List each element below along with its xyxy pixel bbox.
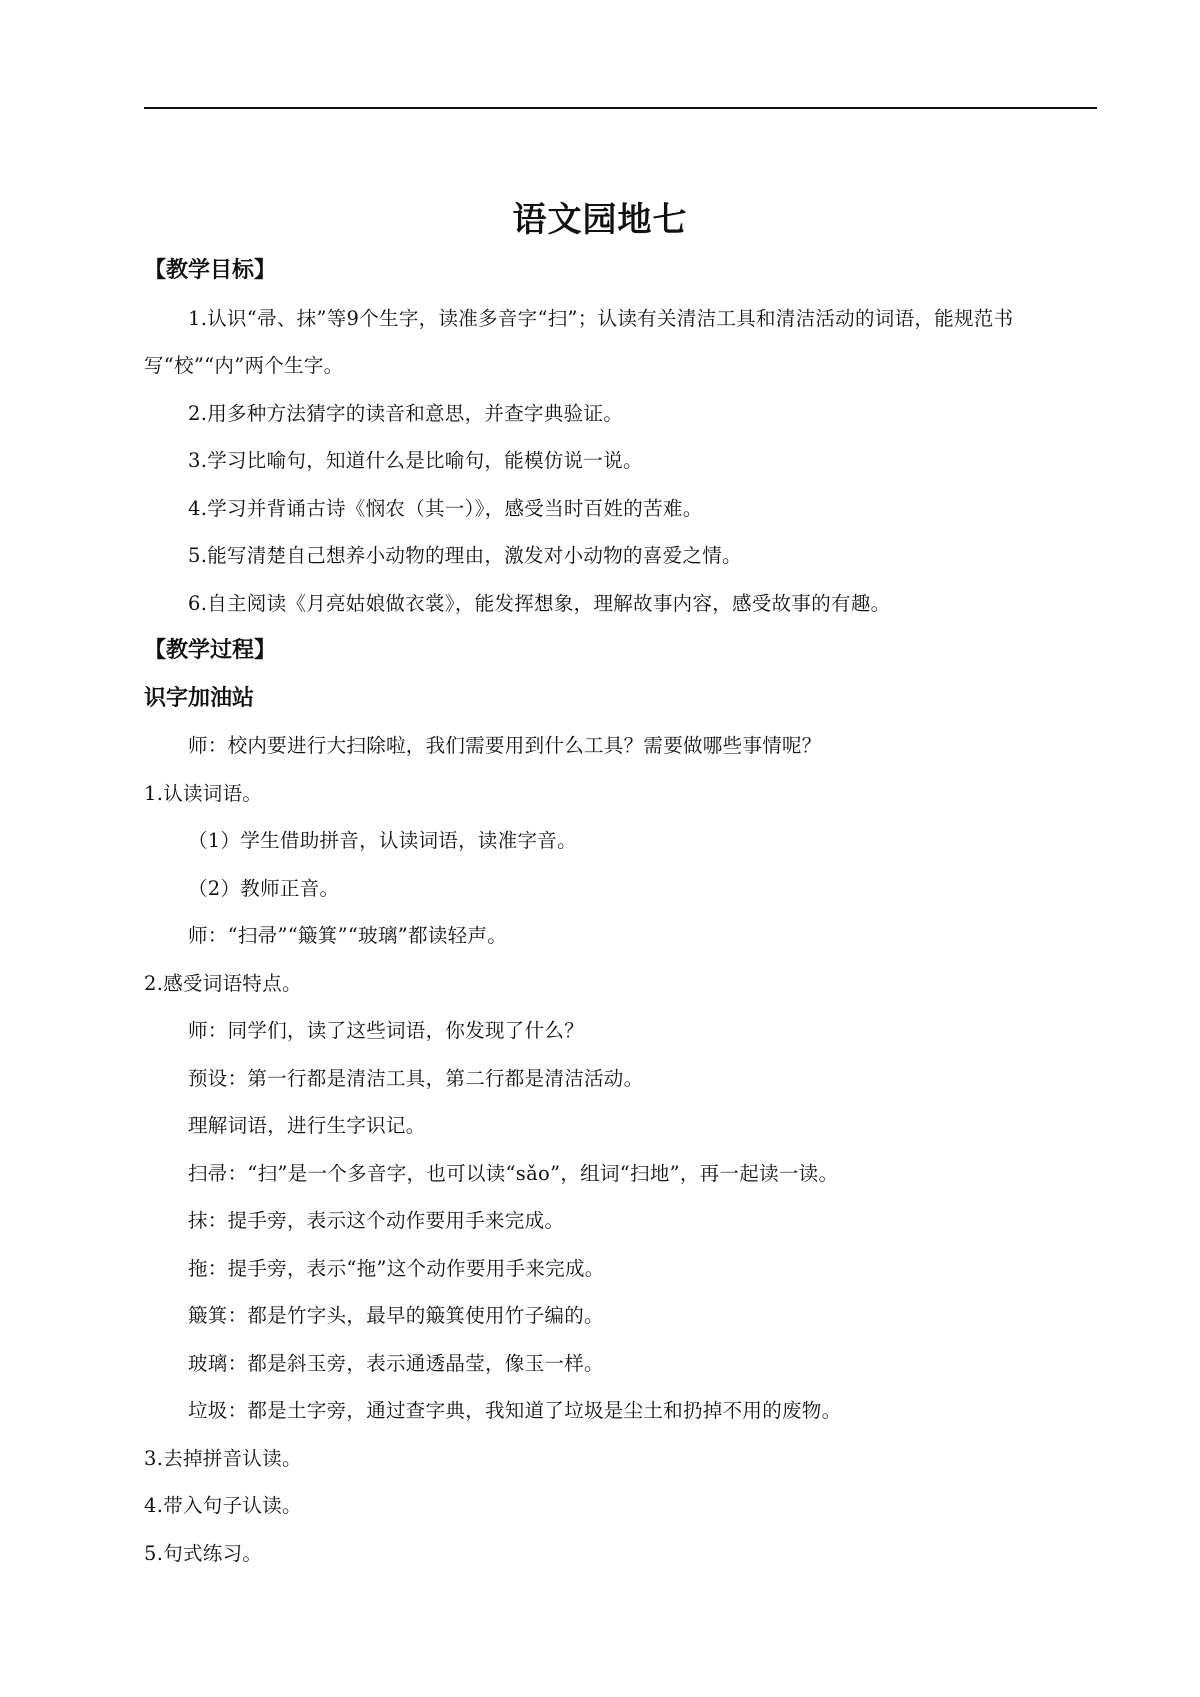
document-body [144,247,1097,1577]
process-line: 4.带入句子认读。 [144,1494,302,1517]
process-line: 师：“扫帚”“簸箕”“玻璃”都读轻声。 [188,924,508,947]
process-line: 预设：第一行都是清洁工具，第二行都是清洁活动。 [188,1066,644,1090]
process-line: 簸箕：都是竹字头，最早的簸箕使用竹子编的。 [188,1304,604,1327]
process-line: 垃圾：都是土字旁，通过查字典，我知道了垃圾是尘土和扔掉不用的废物。 [188,1399,842,1422]
process-line: 扫帚：“扫”是一个多音字，也可以读“sǎo”，组词“扫地”，再一起读一读。 [188,1161,839,1185]
process-line: （2）教师正音。 [188,876,340,900]
process-line: 2.感受词语特点。 [144,971,302,995]
goals-heading: 【教学目标】 [144,258,277,283]
goal-item-5: 5.能写清楚自己想养小动物的理由，激发对小动物的喜爱之情。 [188,544,742,567]
goal-item-6: 6.自主阅读《月亮姑娘做衣裳》，能发挥想象，理解故事内容，感受故事的有趣。 [188,591,891,615]
process-line: 师：同学们，读了这些词语，你发现了什么？ [188,1019,585,1042]
subsection-heading: 识字加油站 [144,685,255,711]
goal-item-2: 2.用多种方法猜字的读音和意思，并查字典验证。 [188,401,624,425]
goal-item-3: 3.学习比喻句，知道什么是比喻句，能模仿说一说。 [188,449,643,472]
process-line: 抹：提手旁，表示这个动作要用手来完成。 [188,1209,565,1232]
page-title: 语文园地七 [512,200,688,240]
process-line: （1）学生借助拼音，认读词语，读准字音。 [188,829,577,852]
process-line: 3.去掉拼音认读。 [144,1446,302,1470]
goal-item-1-text: 1.认识“帚、抹”等9个生字，读准多音字“扫”；认读有关清洁工具和清洁活动的词语，能规范书写“校”“内”两个生字。 [144,306,1014,377]
process-line: 理解词语，进行生字识记。 [188,1114,426,1137]
process-line: 5.句式练习。 [144,1541,263,1565]
goal-item-1 [144,295,1097,390]
goal-item-4: 4.学习并背诵古诗《悯农（其一）》，感受当时百姓的苦难。 [188,496,703,520]
process-line: 1.认读词语。 [144,781,263,805]
process-line: 玻璃：都是斜玉旁，表示通透晶莹，像玉一样。 [188,1351,604,1375]
process-line: 师：校内要进行大扫除啦，我们需要用到什么工具？需要做哪些事情呢？ [188,734,822,757]
header-rule [144,107,1097,109]
process-heading: 【教学过程】 [144,638,277,663]
process-line: 拖：提手旁，表示“拖”这个动作要用手来完成。 [188,1256,605,1280]
process-lines [144,722,1097,1577]
